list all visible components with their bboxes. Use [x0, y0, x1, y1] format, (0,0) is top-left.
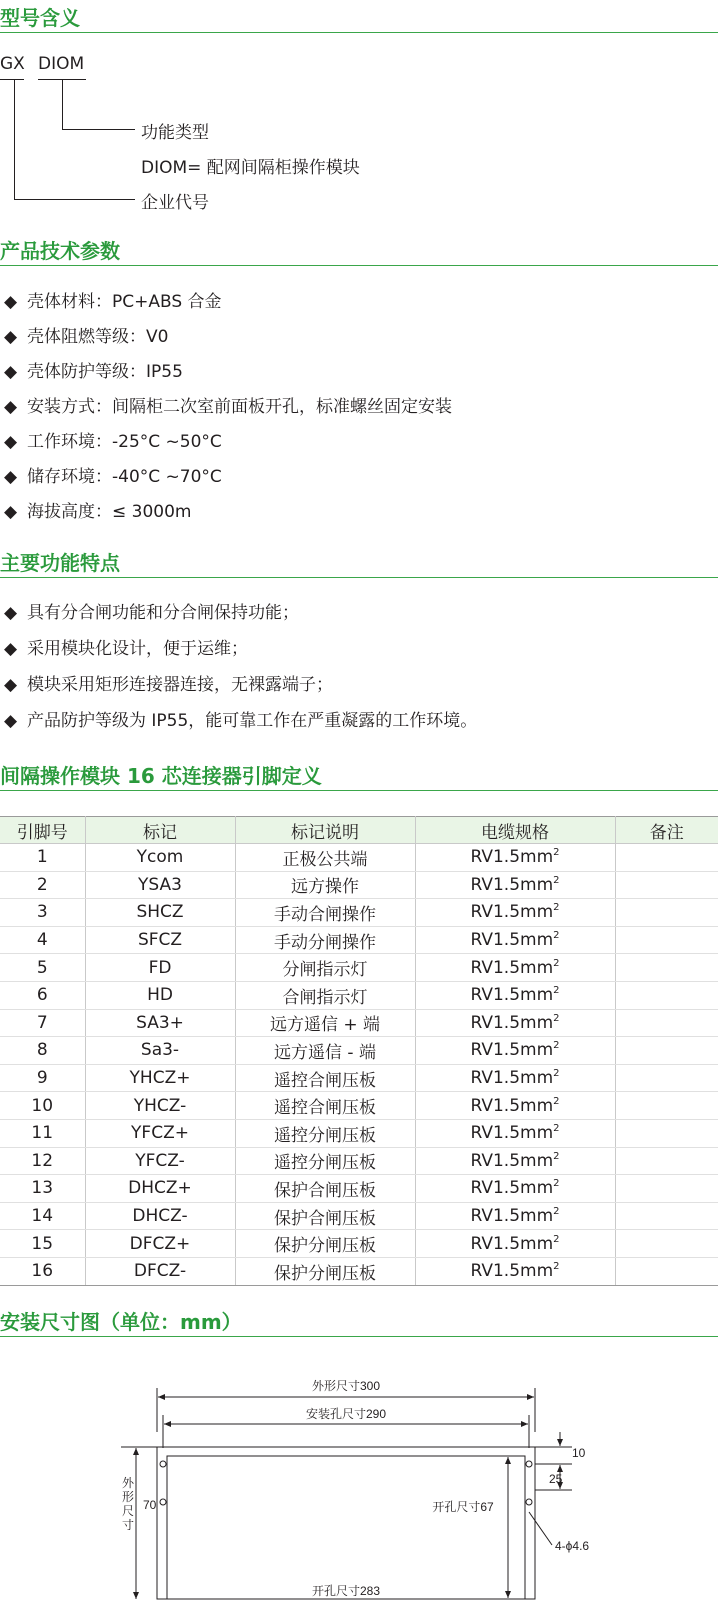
cell-pin: 6	[0, 981, 85, 1009]
table-row	[0, 844, 718, 872]
pin-section-title: 间隔操作模块 16 芯连接器引脚定义	[0, 760, 718, 791]
cable-spec: RV1.5mm	[470, 1206, 554, 1227]
cell-desc: 保护合闸压板	[235, 1202, 415, 1230]
cell-desc: 远方遥信 + 端	[235, 1009, 415, 1037]
cell-pin: 2	[0, 871, 85, 899]
hole-spec-label: 4-ϕ4.6	[555, 1539, 590, 1553]
cell-mark: Ycom	[85, 844, 235, 872]
table-row	[0, 1092, 718, 1120]
cell-pin: 13	[0, 1175, 85, 1203]
cell-cable	[415, 954, 615, 982]
table-row	[0, 1147, 718, 1175]
function-type-label: 功能类型	[141, 123, 209, 143]
cell-mark: DHCZ-	[85, 1202, 235, 1230]
cell-note	[615, 926, 718, 954]
header-note: 备注	[615, 817, 718, 844]
bracket-gx-horizontal	[14, 199, 135, 200]
cable-spec-superscript: 2	[553, 902, 560, 914]
cable-spec: RV1.5mm	[470, 902, 554, 923]
outer-size-label: 外形尺寸300	[311, 1379, 381, 1393]
diamond-icon: ◆	[4, 502, 18, 522]
cell-note	[615, 1092, 718, 1120]
cable-spec-superscript: 2	[553, 930, 560, 942]
cell-note	[615, 1257, 718, 1285]
feature-item: ◆ 产品防护等级为 IP55，能可靠工作在严重凝露的工作环境。	[4, 711, 478, 731]
diamond-icon: ◆	[4, 639, 18, 659]
cable-spec: RV1.5mm	[470, 1261, 554, 1282]
model-section-title: 型号含义	[0, 2, 718, 33]
cell-cable	[415, 1092, 615, 1120]
cell-cable	[415, 899, 615, 927]
dimension-section-title: 安装尺寸图（单位：mm）	[0, 1306, 718, 1337]
cell-mark: SFCZ	[85, 926, 235, 954]
cell-desc: 遥控合闸压板	[235, 1092, 415, 1120]
cable-spec: RV1.5mm	[470, 874, 554, 895]
header-cable: 电缆规格	[415, 817, 615, 844]
feature-item: ◆ 模块采用矩形连接器连接，无裸露端子；	[4, 675, 333, 695]
cell-cable	[415, 1009, 615, 1037]
param-item: ◆ 海拔高度：≤ 3000m	[4, 502, 192, 522]
cell-cable	[415, 1037, 615, 1065]
cell-note	[615, 1202, 718, 1230]
diamond-icon: ◆	[4, 603, 18, 623]
cell-pin: 15	[0, 1230, 85, 1258]
table-header-row	[0, 817, 718, 844]
cable-spec-superscript: 2	[553, 1206, 560, 1218]
cell-pin: 7	[0, 1009, 85, 1037]
cell-desc: 合闸指示灯	[235, 981, 415, 1009]
cell-pin: 10	[0, 1092, 85, 1120]
table-row	[0, 954, 718, 982]
param-item: ◆ 安装方式：间隔柜二次室前面板开孔，标准螺丝固定安装	[4, 397, 452, 417]
table-row	[0, 926, 718, 954]
outer-height-vertical-label: 外形尺寸	[122, 1476, 135, 1532]
table-row	[0, 1037, 718, 1065]
table-row	[0, 871, 718, 899]
installation-dimension-drawing	[0, 1340, 718, 1600]
bracket-diom-vertical	[62, 80, 63, 129]
cell-note	[615, 1119, 718, 1147]
param-item: ◆ 壳体阻燃等级：V0	[4, 327, 169, 347]
cable-spec: RV1.5mm	[470, 1068, 554, 1089]
cable-spec: RV1.5mm	[470, 1040, 554, 1061]
diamond-icon: ◆	[4, 292, 18, 312]
table-row	[0, 1230, 718, 1258]
height-70-label: 70	[143, 1498, 157, 1512]
cell-mark: SA3+	[85, 1009, 235, 1037]
cell-cable	[415, 1119, 615, 1147]
cell-mark: YHCZ-	[85, 1092, 235, 1120]
cell-mark: DFCZ+	[85, 1230, 235, 1258]
cell-pin: 1	[0, 844, 85, 872]
cell-mark: SHCZ	[85, 899, 235, 927]
cell-pin: 14	[0, 1202, 85, 1230]
code-gx: GX	[0, 54, 25, 74]
company-code-label: 企业代号	[141, 193, 209, 213]
feature-item: ◆ 具有分合闸功能和分合闸保持功能；	[4, 603, 299, 623]
cell-note	[615, 1064, 718, 1092]
cell-pin: 4	[0, 926, 85, 954]
cell-mark: FD	[85, 954, 235, 982]
cable-spec-superscript: 2	[553, 1123, 560, 1135]
cable-spec: RV1.5mm	[470, 1178, 554, 1199]
code-diom: DIOM	[38, 54, 85, 74]
cell-desc: 保护合闸压板	[235, 1175, 415, 1203]
mount-hole-size-label: 安装孔尺寸290	[305, 1407, 387, 1421]
cutout-width-label: 开孔尺寸283	[311, 1584, 381, 1598]
cell-note	[615, 1009, 718, 1037]
cell-desc: 保护分闸压板	[235, 1257, 415, 1285]
cell-cable	[415, 1175, 615, 1203]
cable-spec: RV1.5mm	[470, 1233, 554, 1254]
table-row	[0, 1064, 718, 1092]
cable-spec-superscript: 2	[553, 985, 560, 997]
diamond-icon: ◆	[4, 467, 18, 487]
cell-cable	[415, 926, 615, 954]
cell-cable	[415, 844, 615, 872]
cell-desc: 正极公共端	[235, 844, 415, 872]
features-section-title: 主要功能特点	[0, 547, 718, 578]
cable-spec: RV1.5mm	[470, 930, 554, 951]
cable-spec-superscript: 2	[553, 1150, 560, 1162]
header-desc: 标记说明	[235, 817, 415, 844]
cable-spec: RV1.5mm	[470, 985, 554, 1006]
cell-cable	[415, 1147, 615, 1175]
table-row	[0, 981, 718, 1009]
cell-note	[615, 871, 718, 899]
cable-spec-superscript: 2	[553, 957, 560, 969]
cell-note	[615, 981, 718, 1009]
diamond-icon: ◆	[4, 432, 18, 452]
diamond-icon: ◆	[4, 362, 18, 382]
param-item: ◆ 壳体防护等级：IP55	[4, 362, 183, 382]
cable-spec-superscript: 2	[553, 1233, 560, 1245]
cable-spec-superscript: 2	[553, 1068, 560, 1080]
cell-pin: 3	[0, 899, 85, 927]
diamond-icon: ◆	[4, 711, 18, 731]
table-row	[0, 1119, 718, 1147]
cell-mark: Sa3-	[85, 1037, 235, 1065]
table-row	[0, 1009, 718, 1037]
cell-desc: 分闸指示灯	[235, 954, 415, 982]
diom-definition: DIOM= 配网间隔柜操作模块	[141, 158, 360, 178]
cell-note	[615, 1230, 718, 1258]
cable-spec: RV1.5mm	[470, 1095, 554, 1116]
table-row	[0, 1175, 718, 1203]
bracket-diom-horizontal	[62, 129, 135, 130]
cable-spec-superscript: 2	[553, 874, 560, 886]
cell-mark: DHCZ+	[85, 1175, 235, 1203]
cable-spec: RV1.5mm	[470, 1123, 554, 1144]
param-item: ◆ 壳体材料：PC+ABS 合金	[4, 292, 222, 312]
cell-desc: 远方遥信 - 端	[235, 1037, 415, 1065]
cable-spec: RV1.5mm	[470, 1012, 554, 1033]
cell-mark: YFCZ-	[85, 1147, 235, 1175]
dim-10-label: 10	[572, 1446, 586, 1460]
cable-spec-superscript: 2	[553, 1261, 560, 1273]
cell-desc: 手动分闸操作	[235, 926, 415, 954]
cell-mark: DFCZ-	[85, 1257, 235, 1285]
diamond-icon: ◆	[4, 327, 18, 347]
cell-cable	[415, 1257, 615, 1285]
cell-desc: 遥控合闸压板	[235, 1064, 415, 1092]
bracket-gx-vertical	[14, 80, 15, 199]
cable-spec: RV1.5mm	[470, 1150, 554, 1171]
cell-cable	[415, 1202, 615, 1230]
cell-desc: 遥控分闸压板	[235, 1119, 415, 1147]
param-item: ◆ 储存环境：-40°C ~70°C	[4, 467, 222, 487]
table-row	[0, 1202, 718, 1230]
pin-definition-table	[0, 816, 718, 1286]
feature-item: ◆ 采用模块化设计，便于运维；	[4, 639, 248, 659]
cell-pin: 8	[0, 1037, 85, 1065]
cell-note	[615, 899, 718, 927]
cable-spec-superscript: 2	[553, 1095, 560, 1107]
table-row	[0, 1257, 718, 1285]
cell-note	[615, 1037, 718, 1065]
param-item: ◆ 工作环境：-25°C ~50°C	[4, 432, 222, 452]
table-row	[0, 899, 718, 927]
cell-desc: 遥控分闸压板	[235, 1147, 415, 1175]
cell-cable	[415, 1230, 615, 1258]
cell-desc: 保护分闸压板	[235, 1230, 415, 1258]
bracket-gx-underline	[0, 79, 24, 80]
cell-mark: YHCZ+	[85, 1064, 235, 1092]
cable-spec-superscript: 2	[553, 847, 560, 859]
cell-note	[615, 1175, 718, 1203]
cell-pin: 11	[0, 1119, 85, 1147]
cell-cable	[415, 871, 615, 899]
cable-spec-superscript: 2	[553, 1012, 560, 1024]
params-section-title: 产品技术参数	[0, 235, 718, 266]
cable-spec-superscript: 2	[553, 1178, 560, 1190]
cell-desc: 远方操作	[235, 871, 415, 899]
cell-pin: 12	[0, 1147, 85, 1175]
cable-spec: RV1.5mm	[470, 957, 554, 978]
header-pin: 引脚号	[0, 817, 85, 844]
header-mark: 标记	[85, 817, 235, 844]
cell-note	[615, 844, 718, 872]
diamond-icon: ◆	[4, 397, 18, 417]
cell-note	[615, 1147, 718, 1175]
cell-cable	[415, 981, 615, 1009]
cable-spec: RV1.5mm	[470, 847, 554, 868]
cell-mark: YFCZ+	[85, 1119, 235, 1147]
cell-pin: 16	[0, 1257, 85, 1285]
cell-mark: YSA3	[85, 871, 235, 899]
cable-spec-superscript: 2	[553, 1040, 560, 1052]
diamond-icon: ◆	[4, 675, 18, 695]
dim-25-label: 25	[549, 1472, 563, 1486]
cell-pin: 9	[0, 1064, 85, 1092]
cell-pin: 5	[0, 954, 85, 982]
cell-cable	[415, 1064, 615, 1092]
cell-note	[615, 954, 718, 982]
cell-desc: 手动合闸操作	[235, 899, 415, 927]
cell-mark: HD	[85, 981, 235, 1009]
cutout-height-label: 开孔尺寸67	[432, 1500, 494, 1514]
